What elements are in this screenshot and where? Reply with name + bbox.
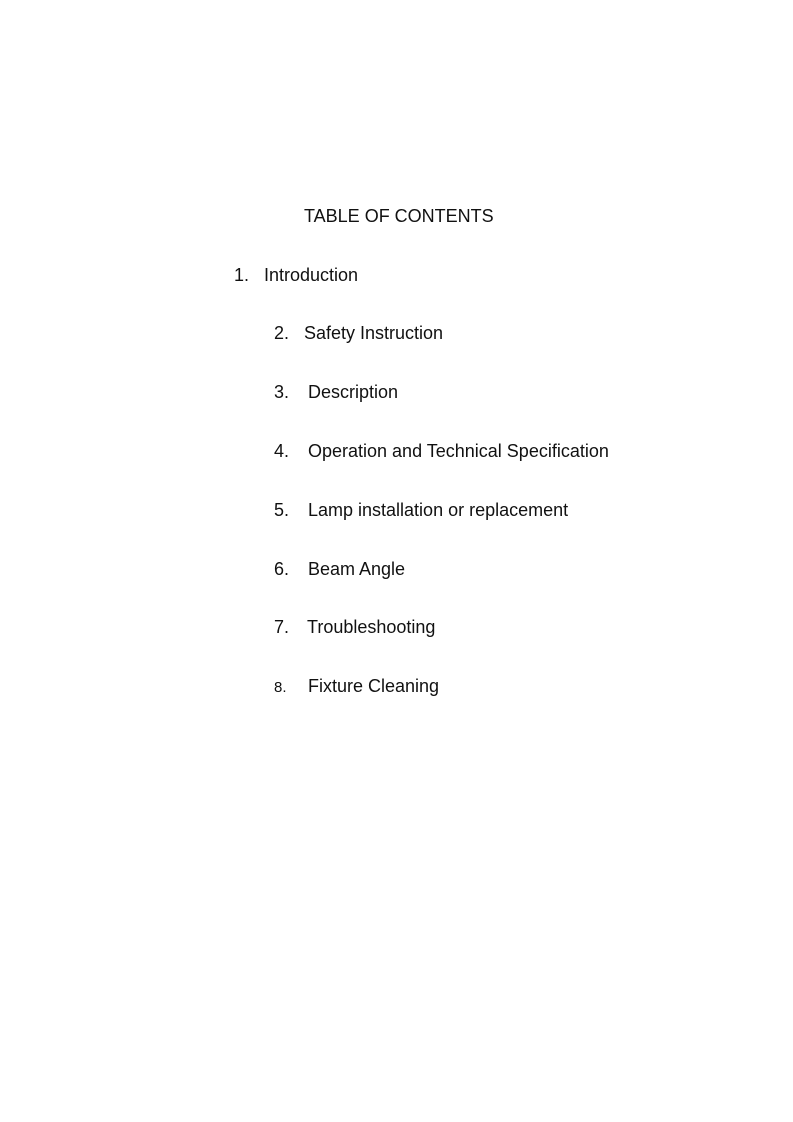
toc-entry-number: 7. xyxy=(274,617,290,637)
toc-entry-label: Introduction xyxy=(264,265,359,285)
toc-entry-label: Description xyxy=(308,382,399,402)
toc-entry-label: Operation and Technical Specification xyxy=(308,441,609,461)
toc-entry-number: 8. xyxy=(274,679,287,696)
toc-entry-label: Fixture Cleaning xyxy=(308,676,440,696)
toc-entry-label: Beam Angle xyxy=(308,559,406,579)
toc-entry-number: 6. xyxy=(274,559,290,579)
toc-entry-label: Lamp installation or replacement xyxy=(308,500,569,520)
toc-entry-number: 2. xyxy=(274,323,290,343)
toc-entry-number: 1. xyxy=(234,265,250,285)
toc-title: TABLE OF CONTENTS xyxy=(304,206,494,226)
toc-entry-number: 3. xyxy=(274,382,290,402)
toc-entry-label: Safety Instruction xyxy=(304,323,444,343)
toc-entry-label: Troubleshooting xyxy=(307,617,436,637)
toc-entry-number: 4. xyxy=(274,441,290,461)
toc-entry-number: 5. xyxy=(274,500,290,520)
